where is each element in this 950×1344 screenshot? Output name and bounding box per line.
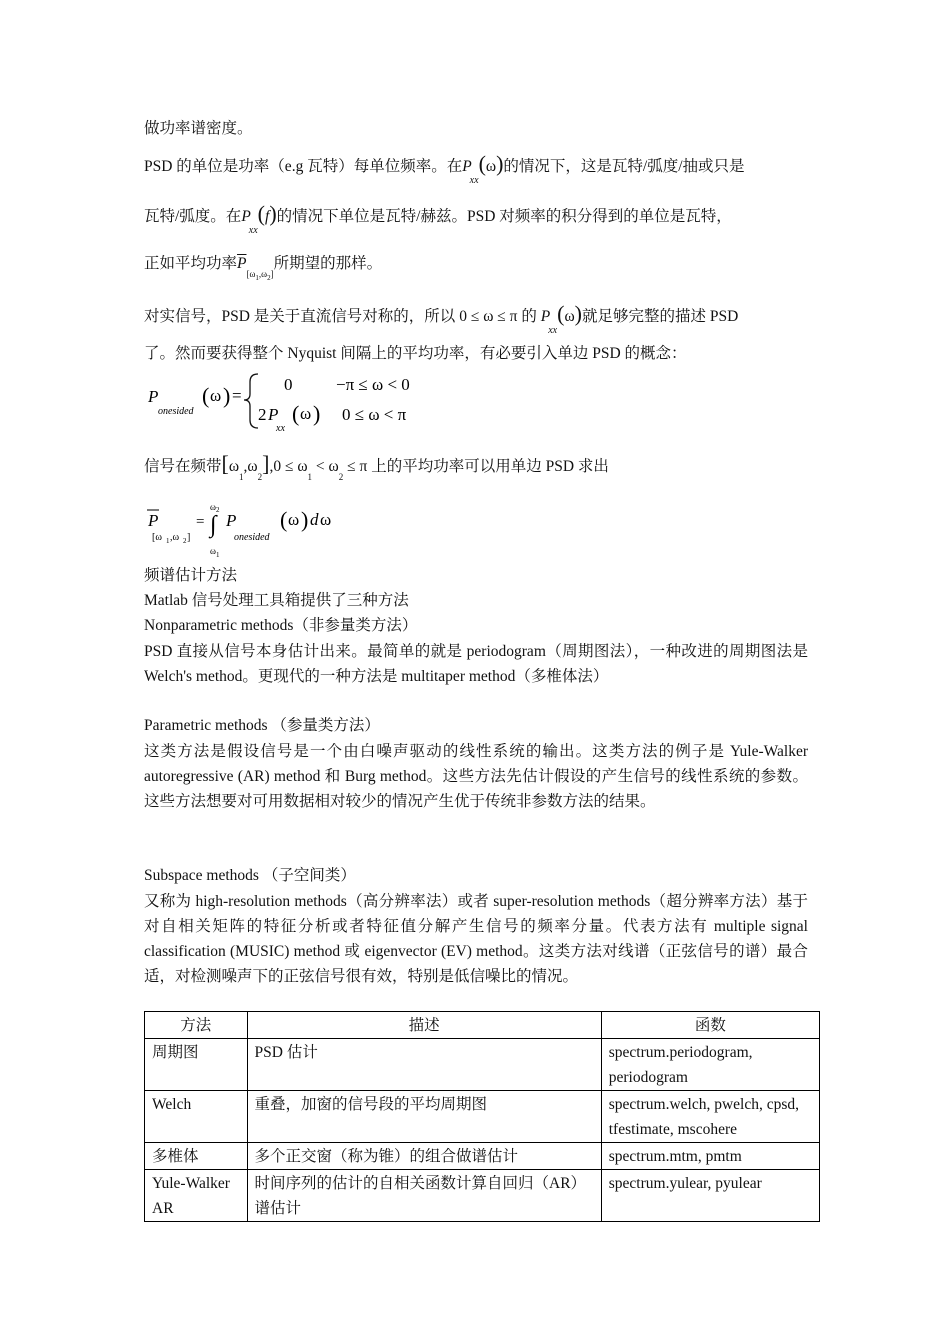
svg-text:(: ( <box>280 507 288 532</box>
svg-text:): ) <box>313 401 321 426</box>
svg-text:ω: ω <box>288 510 300 529</box>
table-cell: spectrum.mtm, pmtm <box>601 1143 819 1170</box>
table-row <box>145 1039 820 1091</box>
subsection-title: Nonparametric methods（非参量类方法） <box>144 617 418 634</box>
equation-average-power-integral <box>144 496 384 562</box>
table-header-cell: 方法 <box>145 1012 248 1039</box>
text-fragment: 的 <box>521 308 537 325</box>
section-heading: 频谱估计方法 <box>144 567 238 584</box>
text-fragment: 对实信号，PSD 是关于直流信号对称的，所以 <box>144 308 456 325</box>
text-fragment: 瓦特/弧度。在 <box>144 208 242 225</box>
text-line <box>144 301 739 336</box>
text-line <box>144 452 609 480</box>
svg-text:P: P <box>148 511 159 530</box>
svg-text:P: P <box>226 511 237 530</box>
svg-text:∫: ∫ <box>210 512 217 538</box>
svg-text:1: 1 <box>166 537 170 545</box>
text-fragment: PSD 的单位是功率（e.g 瓦特）每单位频率。在 <box>144 158 463 175</box>
table-cell: 周期图 <box>145 1039 248 1091</box>
svg-text:2: 2 <box>258 405 267 424</box>
svg-text:P: P <box>268 405 279 424</box>
svg-text:ω: ω <box>320 510 332 529</box>
svg-text:]: ] <box>187 532 191 543</box>
svg-text:ω: ω <box>210 502 216 512</box>
text-fragment: 上的平均功率可以用单边 PSD 求出 <box>371 458 609 475</box>
text-line <box>144 252 382 281</box>
table-cell: PSD 估计 <box>247 1039 601 1091</box>
svg-text:): ) <box>301 507 309 532</box>
table-cell: spectrum.welch, pwelch, cpsd, tfestimate, mscohere <box>601 1091 819 1143</box>
math-pxx-f: $P_{xx}(f)$ <box>241 201 277 236</box>
svg-text:P: P <box>148 387 159 406</box>
paragraph: PSD 直接从信号本身估计出来。最简单的就是 periodogram（周期图法），一种改进的周期图法是 Welch's method。更现代的一种方法是 multitaper method（多椎体法） <box>144 643 808 685</box>
svg-text:(: ( <box>202 383 210 408</box>
svg-text:xx: xx <box>276 423 285 434</box>
svg-text:0 ≤ ω < π: 0 ≤ ω < π <box>342 405 407 424</box>
svg-text:onesided: onesided <box>234 532 270 543</box>
table-cell: spectrum.yulear, pyulear <box>601 1170 819 1222</box>
table-cell: 时间序列的估计的自相关函数计算自回归（AR）谱估计 <box>247 1170 601 1222</box>
table-cell: 多个正交窗（称为锥）的组合做谱估计 <box>247 1143 601 1170</box>
svg-text:[ω: [ω <box>152 532 162 543</box>
text-line: 了。然而要获得整个 Nyquist 间隔上的平均功率，有必要引入单边 PSD 的概念： <box>144 345 687 362</box>
table-cell: spectrum.periodogram, periodogram <box>601 1039 819 1091</box>
table-header-cell: 函数 <box>601 1012 819 1039</box>
table-cell: 多椎体 <box>145 1143 248 1170</box>
paragraph: 这类方法是假设信号是一个由白噪声驱动的线性系统的输出。这类方法的例子是 Yule-Walker autoregressive (AR) method 和 Burg method。这些方法先估计假设的产生信号的线性系统的参数。这些方法想要对可用数据相对较少的情况产生优于传统非参数方法的结果。 <box>144 743 808 810</box>
math-pxx-omega: $P_{xx}(\omega)$ <box>540 301 582 336</box>
table-cell: Yule-Walker AR <box>145 1170 248 1222</box>
table-cell: 重叠，加窗的信号段的平均周期图 <box>247 1091 601 1143</box>
table-row <box>145 1170 820 1222</box>
text-fragment: 所期望的那样。 <box>273 255 383 272</box>
methods-table <box>144 1011 820 1222</box>
text-fragment: 信号在频带 <box>144 458 222 475</box>
math-band: $[\omega_1,\omega_2],0 \le \omega_1 < \omega_2 \le \pi$ <box>221 451 372 482</box>
svg-text:−π ≤ ω < 0: −π ≤ ω < 0 <box>336 375 410 394</box>
svg-text:onesided: onesided <box>158 406 194 417</box>
math-avg-power: $\overline{P}_{[\omega_1,\omega_2]}$ <box>237 255 274 282</box>
svg-text:=: = <box>232 386 242 405</box>
text-fragment: 的情况下单位是瓦特/赫兹。PSD 对频率的积分得到的单位是瓦特， <box>276 208 732 225</box>
svg-text:=: = <box>196 514 205 530</box>
table-header-cell: 描述 <box>247 1012 601 1039</box>
svg-text:2: 2 <box>183 537 187 545</box>
table-row <box>145 1143 820 1170</box>
math-pxx-omega: $P_{xx}(\omega)$ <box>462 151 504 186</box>
svg-text:1: 1 <box>216 551 220 559</box>
equation-onesided-psd <box>144 368 444 434</box>
text-line: 做功率谱密度。 <box>144 120 253 137</box>
math-range: 0 ≤ ω ≤ π <box>455 308 522 325</box>
table-cell: Welch <box>145 1091 248 1143</box>
table-row <box>145 1091 820 1143</box>
text-fragment: 就足够完整的描述 PSD <box>581 308 739 325</box>
text-fragment: 的情况下，这是瓦特/弧度/抽或只是 <box>503 158 745 175</box>
svg-text:0: 0 <box>284 375 293 394</box>
subsection-title: Subspace methods （子空间类） <box>144 867 356 884</box>
svg-text:): ) <box>223 383 231 408</box>
svg-text:ω: ω <box>300 404 312 423</box>
svg-text:ω: ω <box>210 386 222 405</box>
text-line <box>144 151 745 186</box>
svg-text:2: 2 <box>216 506 220 514</box>
text-line <box>144 201 732 236</box>
svg-text:,ω: ,ω <box>170 532 180 543</box>
subsection-title: Parametric methods （参量类方法） <box>144 717 380 734</box>
svg-text:(: ( <box>292 401 300 426</box>
text-line: Matlab 信号处理工具箱提供了三种方法 <box>144 592 409 609</box>
svg-text:d: d <box>310 510 319 529</box>
svg-text:ω: ω <box>210 546 216 556</box>
paragraph: 又称为 high-resolution methods（高分辨率法）或者 super-resolution methods（超分辨率方法）基于对自相关矩阵的特征分析或者特征值分解产生信号的频率分量。代表方法有 multiple signal classification (MUSIC) method 或 eigenvector (EV) method。这类方法对线谱（正弦信号的谱）最合适，对检测噪声下的正弦信号很有效，特别是低信噪比的情况。 <box>144 893 808 985</box>
table-header-row <box>145 1012 820 1039</box>
text-fragment: 正如平均功率 <box>144 255 238 272</box>
